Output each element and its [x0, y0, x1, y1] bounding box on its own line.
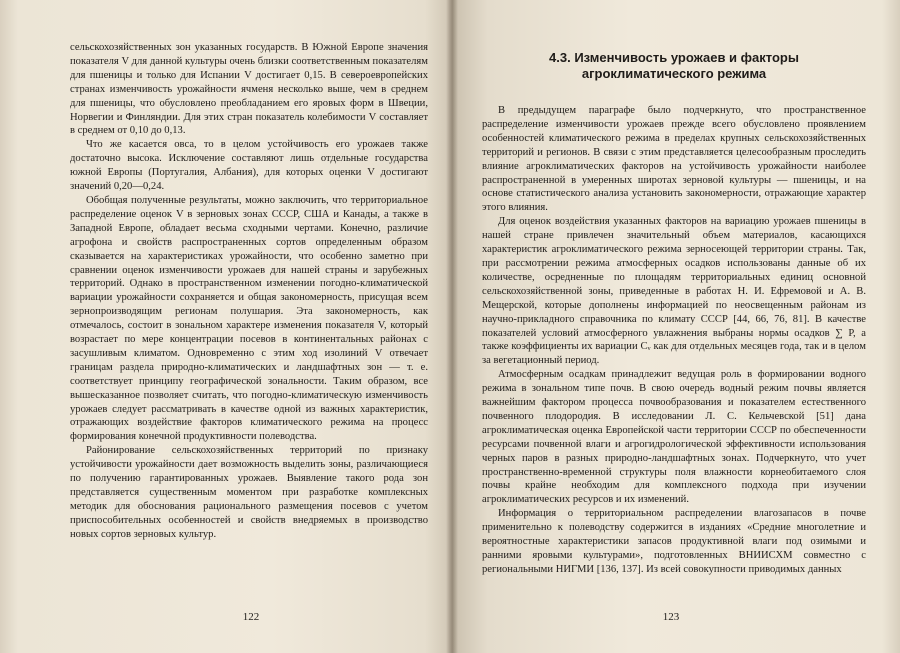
- paragraph: Для оценок воздействия указанных факторов на вариацию урожаев пшеницы в нашей стране привлечен значительный объем материалов, касающихся характеристик агроклиматического режима зерносеющей территории страны. Так, при рассмотрении режима атмосферных осадков использованы данные об их количестве, осредненные по площадям территориальных единиц основной сельскохозяйственной зоны, приведенные в работах Н. И. Ефремовой и А. В. Мещерской, которые дополнены информацией по неосвещенным районам из научно-прикладного справочника по климату СССР [44, 66, 76, 81]. В качестве показателей условий атмосферного увлажнения выбраны нормы осадков ∑ P, а также коэффициенты их вариации Cᵥ как для отдельных месяцев года, так и в целом за вегетационный период.: [482, 216, 866, 367]
- section-heading-line: агроклиматического режима: [581, 66, 767, 81]
- paragraph: Обобщая полученные результаты, можно заключить, что территориальное распределение оценок V в зерновых зонах СССР, США и Канады, а также в Западной Европе, обладает весьма сходными чертами. Конечно, различие агрофона и свойств распространенных сортов определенным образом сказывается на характеристиках урожайности, что особенно заметно при сравнении оценок изменчивости урожаев для нашей страны и зарубежных территорий. Однако в пространственном изменении погодно-климатической вариации урожайности сохраняется и общая закономерность, присущая всем зернопроизводящим регионам полушария. Эта закономерность, как отмечалось, состоит в зональном характере изменения показателя V, который возрастает по мере концентрации посевов в континентальных районах с засушливым климатом. Одновременно с этим ход изолиний V отвечает границам раздела природно-климатических и ландшафтных зон — т. е. соответствует принципу географической зональности. Таким образом, все вышесказанное позволяет считать, что погодно-климатическую изменчивость урожаев следует рассматривать в качестве одной из важных характеристик, отражающих воздействие факторов климатического режима на процесс формирования конечной продуктивности полеводства.: [70, 194, 428, 443]
- right-page: [452, 0, 900, 653]
- paragraph: сельскохозяйственных зон указанных государств. В Южной Европе значения показателя V для данной культуры очень близки соответственным показателям для пшеницы и только для Испании V достигает 0,15. В североевропейских странах изменчивость урожайности ячменя несколько выше, чем в среднем для пшеницы, что обусловлено преобладанием его яровых форм в Швеции, Норвегии и Финляндии. Для этих стран показатель колебимости V составляет в среднем от 0,10 до 0,13.: [70, 42, 428, 137]
- paragraph: Районирование сельскохозяйственных территорий по признаку устойчивости урожайности дает возможность выделить зоны, различающиеся по получению гарантированных урожаев. Выявление такого рода зон представляется существенным моментом при разработке комплексных методик для обоснования рационального размещения посевов с учетом приспособительных особенностей и свойств внедряемых в производство новых сортов зерновых культур.: [70, 445, 428, 540]
- right-page-text: [482, 104, 866, 577]
- left-page-text: [70, 41, 428, 542]
- section-heading-line: 4.3. Изменчивость урожаев и факторы: [549, 50, 799, 65]
- page-number: 122: [242, 611, 260, 623]
- paragraph: Атмосферным осадкам принадлежит ведущая роль в формировании водного режима в зональном типе почв. В свою очередь водный режим почвы является важнейшим фактором процесса почвообразования и показателем естественного почвенного плодородия. В исследовании Л. С. Кельчевской [51] дана агроклиматическая оценка Европейской части территории СССР по обеспеченности ресурсами почвенной влаги и агрогидрологической эффективности использования черных паров в разных природно-ландшафтных зонах. Подчеркнуто, что учет пространственно-временной структуры поля влажности корнеобитаемого слоя почвы крайне необходим для комплексного подхода при изучении агроклиматических ресурсов и их изменений.: [482, 369, 866, 506]
- section-heading: [482, 50, 866, 82]
- paragraph: В предыдущем параграфе было подчеркнуто, что пространственное распределение изменчивости урожаев прежде всего обусловлено проявлением особенностей климатического режима в пределах крупных сельскохозяйственных территорий и регионов. В связи с этим представляется целесообразным проследить влияние агроклиматических факторов на устойчивость урожайности наиболее распространенной в умеренных широтах зерновой культуры — пшеницы, и на основе статистического анализа установить закономерности, отражающие характер этого влияния.: [482, 105, 866, 214]
- paragraph: Что же касается овса, то в целом устойчивость его урожаев также достаточно высока. Исключение составляют лишь отдельные государства южной Европы (Португалия, Албания), для которых оценки V достигают значений 0,20—0,24.: [70, 139, 428, 193]
- paragraph: Информация о территориальном распределении влагозапасов в почве применительно к полеводству содержится в изданиях «Средние многолетние и вероятностные характеристики запасов продуктивной влаги под озимыми и ранними яровыми культурами», подготовленных ВНИИСХМ совместно с региональными НИГМИ [136, 137]. Из всей совокупности приводимых данных: [482, 508, 866, 575]
- page-number: 123: [662, 611, 680, 623]
